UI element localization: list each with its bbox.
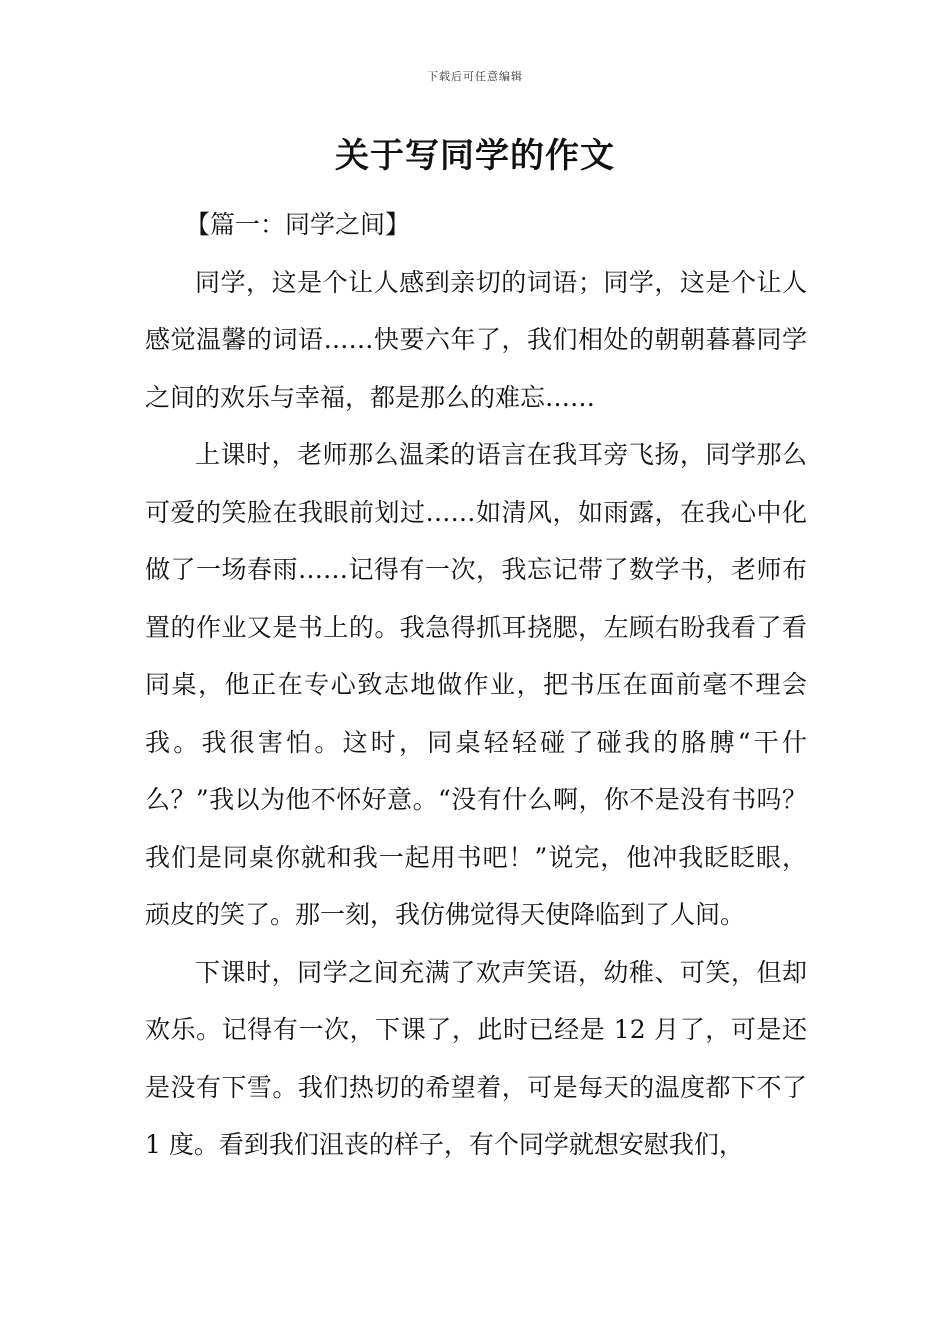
section-heading: 【篇一：同学之间】	[185, 210, 411, 239]
document-body	[145, 196, 807, 1174]
document-title: 关于写同学的作文	[335, 136, 615, 176]
paragraph-3: 下课时，同学之间充满了欢声笑语，幼稚、可笑，但却欢乐。记得有一次，下课了，此时已经是 12 月了，可是还是没有下雪。我们热切的希望着，可是每天的温度都下不了 1 度。看到我们沮丧的样子，有个同学就想安慰我们，	[145, 957, 807, 1159]
header-note: 下载后可任意编辑	[427, 70, 523, 83]
paragraph-1: 同学，这是个让人感到亲切的词语；同学，这是个让人感觉温馨的词语……快要六年了，我们相处的朝朝暮暮同学之间的欢乐与幸福，都是那么的难忘……	[145, 267, 807, 412]
paragraph-2: 上课时，老师那么温柔的语言在我耳旁飞扬，同学那么可爱的笑脸在我眼前划过……如清风，如雨露，在我心中化做了一场春雨……记得有一次，我忘记带了数学书，老师布置的作业又是书上的。我急得抓耳挠腮，左顾右盼我看了看同桌，他正在专心致志地做作业，把书压在面前毫不理会我。我很害怕。这时，同桌轻轻碰了碰我的胳膊“干什么？”我以为他不怀好意。“没有什么啊，你不是没有书吗？我们是同桌你就和我一起用书吧！”说完，他冲我眨眨眼，顽皮的笑了。那一刻，我仿佛觉得天使降临到了人间。	[145, 440, 807, 929]
